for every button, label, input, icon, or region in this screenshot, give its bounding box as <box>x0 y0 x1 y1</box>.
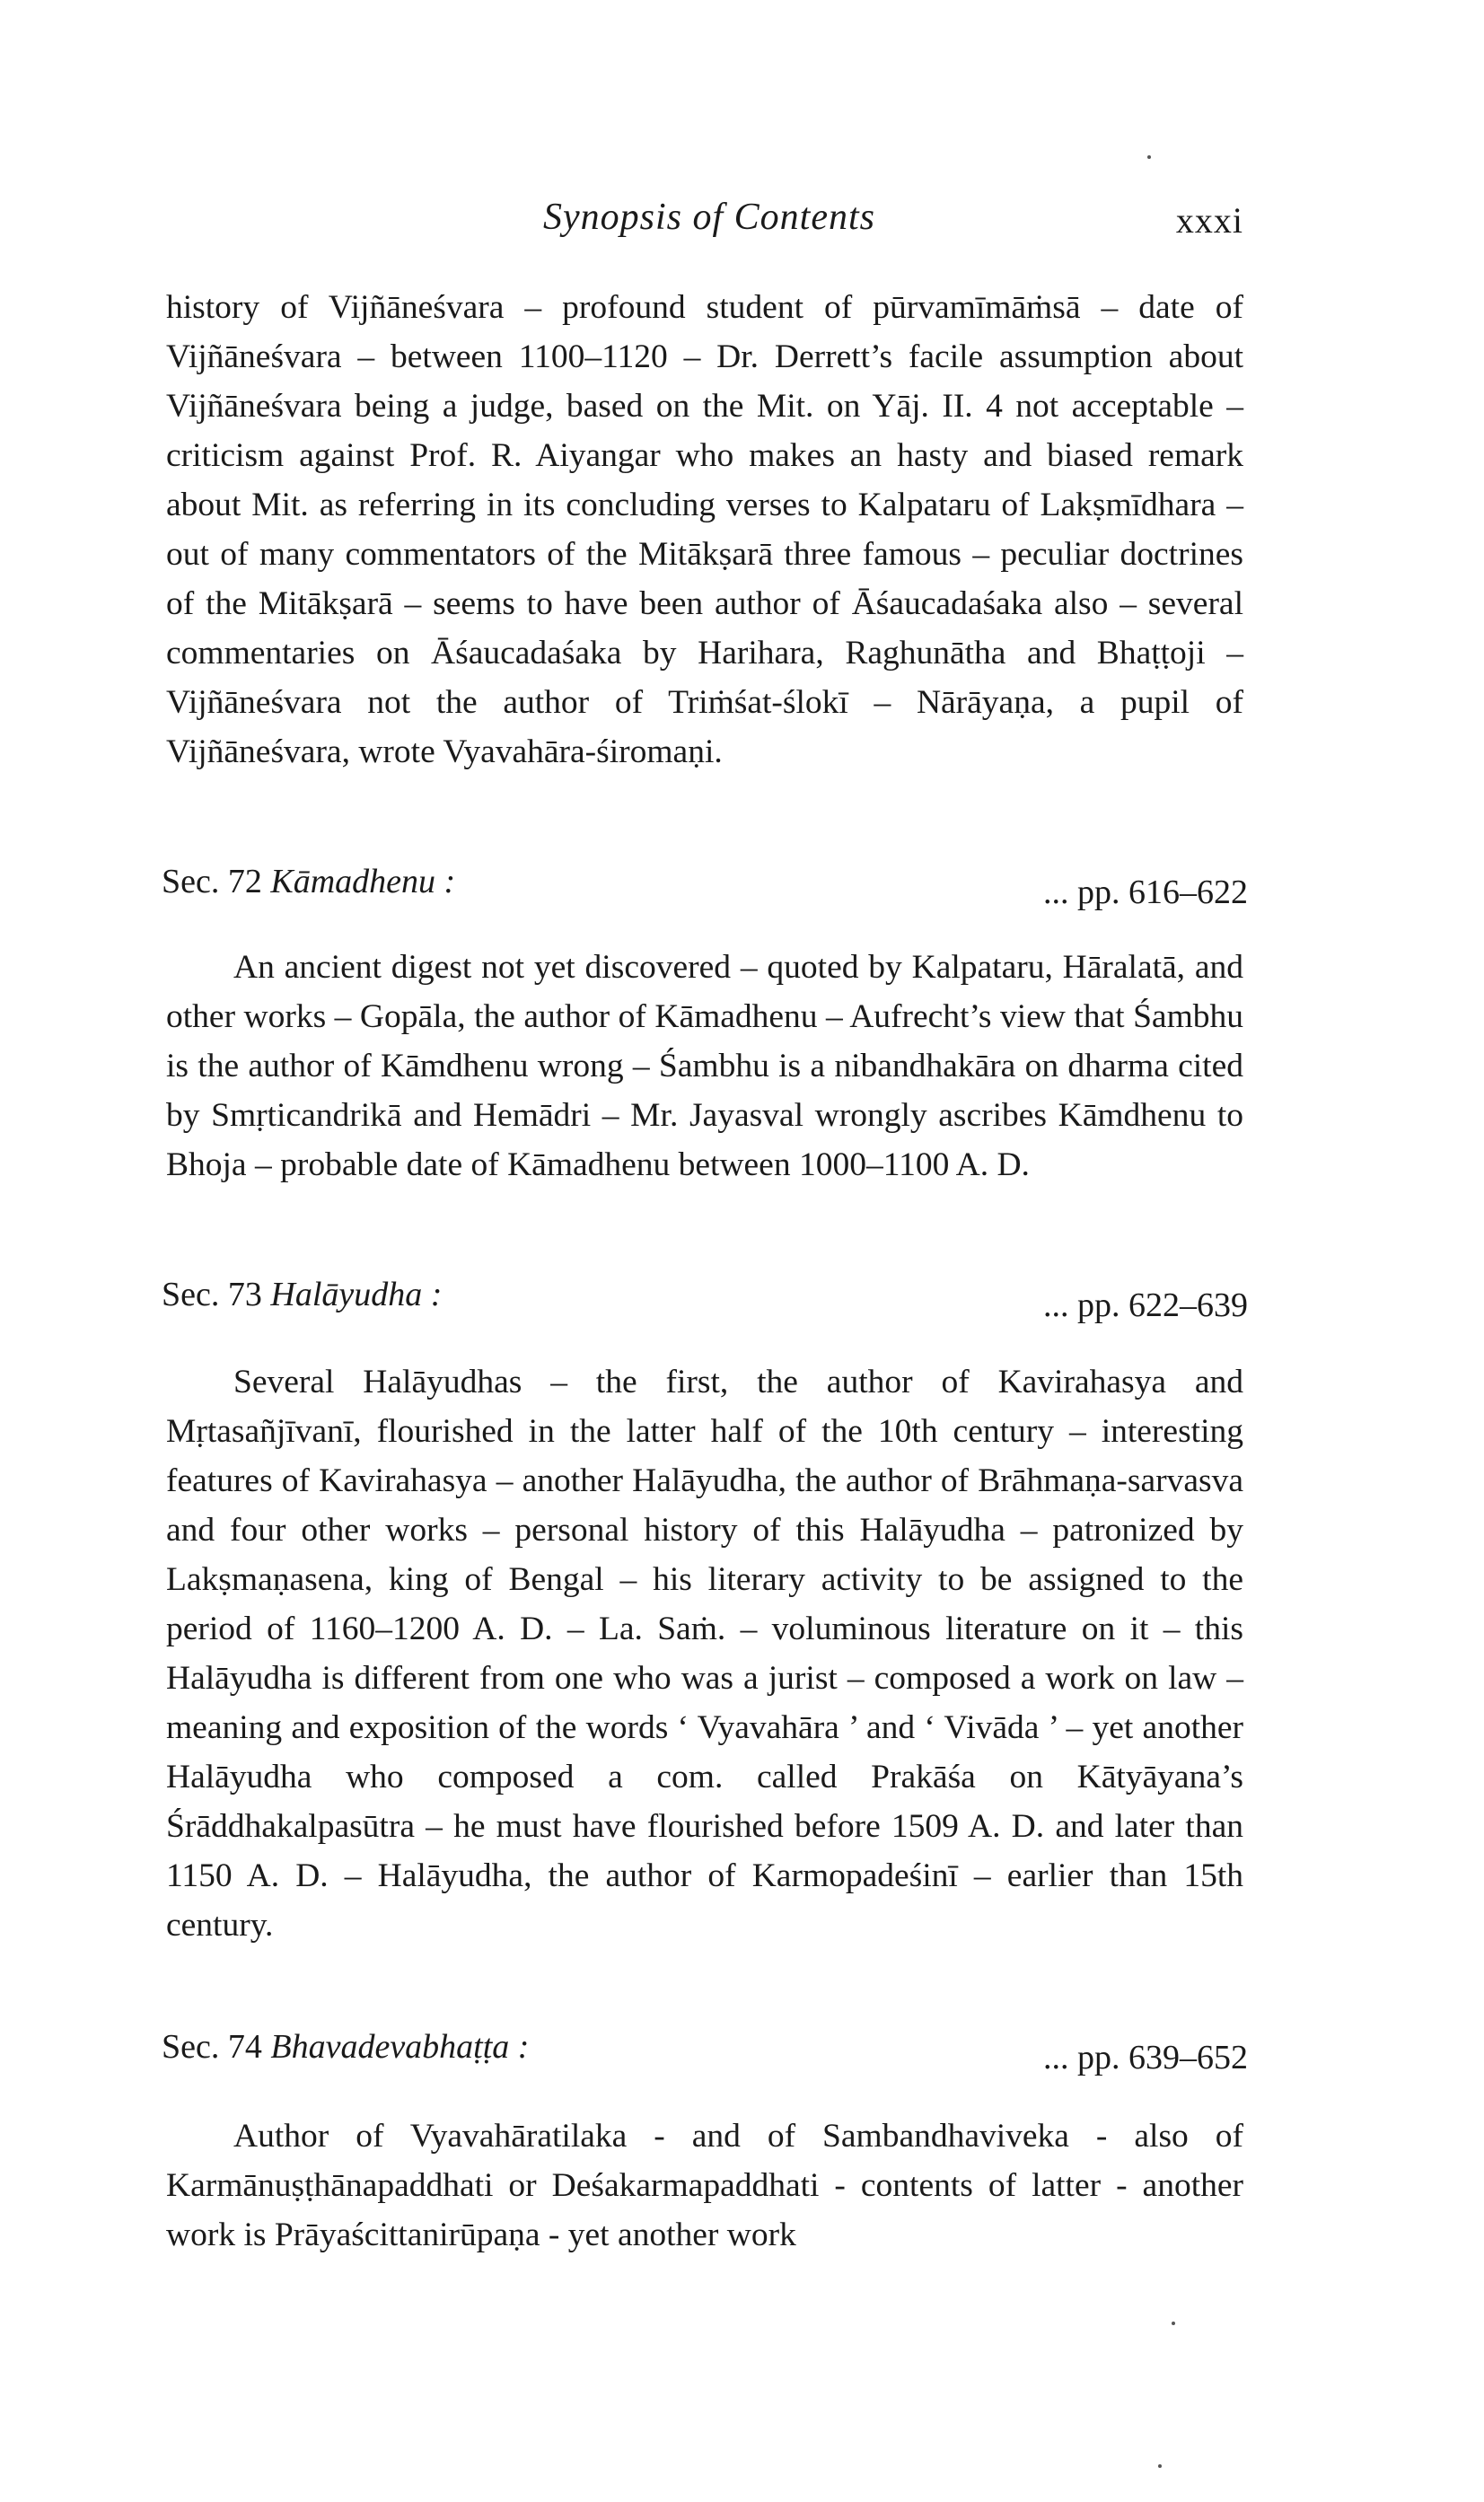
section-page-range: ... pp. 616–622 <box>1043 874 1248 911</box>
paragraph-bhavadevabhatta: Author of Vyavahāratilaka - and of Sambandhaviveka - also of Karmānuṣṭhānapaddhati or Deśakarmapaddhati - contents of latter - another work is Prāyaścittanirūpaṇa - yet another work <box>166 2118 1243 2253</box>
paragraph-vijnanesvara: history of Vijñāneśvara – profound student of pūrvamīmāṁsā – date of Vijñāneśvara – between 1100–1120 – Dr. Derrett’s facile assumption about Vijñāneśvara being a judge, based on the Mit. on Yāj. II. 4 not acceptable – criticism against Prof. R. Aiyangar who makes an hasty and biased remark about Mit. as referring in its concluding verses to Kalpataru of Lakṣmīdhara – out of many commentators of the Mitākṣarā three famous – peculiar doctrines of the Mitākṣarā – seems to have been author of Āśaucadaśaka also – several commentaries on Āśaucadaśaka by Harihara, Raghunātha and Bhaṭṭoji – Vijñāneśvara not the author of Triṁśat-ślokī – Nārāyaṇa, a pupil of Vijñāneśvara, wrote Vyavahāra-śiromaṇi. <box>166 289 1243 770</box>
section-title: Halāyudha : <box>270 1276 443 1313</box>
section-page-range: ... pp. 622–639 <box>1043 1286 1248 1324</box>
paragraph-halayudha: Several Halāyudhas – the first, the author of Kavirahasya and Mṛtasañjīvanī, flourished in the latter half of the 10th century – interesting features of Kavirahasya – another Halāyudha, the author of Brāhmaṇa-sarvasva and four other works – personal history of this Halāyudha – patronized by Lakṣmaṇasena, king of Bengal – his literary activity to be assigned to the period of 1160–1200 A. D. – La. Saṁ. – voluminous literature on it – this Halāyudha is different from one who was a jurist – composed a work on law – meaning and exposition of the words ‘ Vyavahāra ’ and ‘ Vivāda ’ – yet another Halāyudha who composed a com. called Prakāśa on Kātyāyana’s Śrāddhakalpasūtra – he must have flourished before 1509 A. D. and later than 1150 A. D. – Halāyudha, the author of Karmopadeśinī – earlier than 15th century. <box>166 1364 1243 1944</box>
scan-speck <box>1147 155 1151 159</box>
scan-speck <box>1158 2464 1162 2468</box>
running-head <box>166 196 1243 250</box>
section-title: Bhavadevabhaṭṭa : <box>270 2028 530 2066</box>
section-title: Kāmadhenu : <box>270 863 456 900</box>
page-number: xxxi <box>1175 200 1243 241</box>
running-title: Synopsis of Contents <box>543 197 876 238</box>
section-page-range: ... pp. 639–652 <box>1043 2039 1248 2076</box>
section-heading-73 <box>162 1275 1248 1329</box>
paragraph-kamadhenu: An ancient digest not yet discovered – quoted by Kalpataru, Hāralatā, and other works – Gopāla, the author of Kāmadhenu – Aufrecht’s view that Śambhu is the author of Kāmdhenu wrong – Śambhu is a nibandhakāra on dharma cited by Smṛticandrikā and Hemādri – Mr. Jayasval wrongly ascribes Kāmdhenu to Bhoja – probable date of Kāmadhenu between 1000–1100 A. D. <box>166 949 1243 1183</box>
section-number: Sec. 72 <box>162 863 262 900</box>
section-number: Sec. 73 <box>162 1276 262 1313</box>
section-heading-72 <box>162 862 1248 916</box>
section-number: Sec. 74 <box>162 2028 262 2066</box>
scan-speck <box>1172 2322 1175 2325</box>
section-heading-74 <box>162 2027 1248 2081</box>
